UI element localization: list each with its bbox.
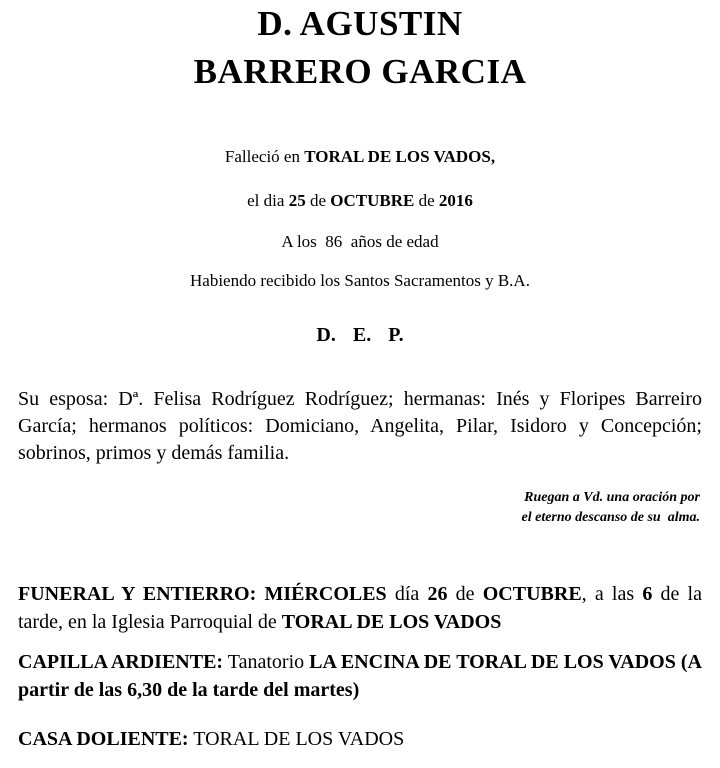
death-of1: de — [309, 191, 326, 210]
death-date-line — [0, 190, 720, 212]
funeral-rest: de la tarde, en la Iglesia Parroquial de — [18, 583, 702, 633]
death-place-prefix: Falleció en — [224, 147, 300, 166]
chapel-label: CAPILLA ARDIENTE: — [18, 651, 224, 673]
funeral-label: FUNERAL Y ENTIERRO: — [18, 583, 257, 605]
home-paragraph — [18, 725, 702, 753]
survivors-paragraph: Su esposa: Dª. Felisa Rodríguez Rodríguez; hermanas: Inés y Floripes Barreiro García; hermanos políticos: Domiciano, Angelita, Pilar, Isidoro y Concepción; sobrinos, primos y demás familia. — [18, 388, 702, 464]
prayer-request — [400, 488, 700, 528]
death-place: TORAL DE LOS VADOS, — [304, 147, 496, 166]
home-label: CASA DOLIENTE: — [18, 728, 189, 750]
funeral-place: TORAL DE LOS VADOS — [281, 611, 502, 633]
funeral-hour: 6 — [642, 583, 653, 605]
chapel-place: LA ENCINA DE TORAL DE LOS VADOS (A partir de las 6,30 de la tarde del martes) — [18, 651, 702, 701]
chapel-prefix: Tanatorio — [223, 651, 310, 673]
funeral-paragraph — [18, 580, 702, 636]
age-line: A los 86 años de edad — [281, 232, 439, 251]
funeral-day-prefix: día — [386, 583, 428, 605]
chapel-paragraph — [18, 648, 702, 704]
prayer-line2: el eterno descanso de su alma. — [521, 510, 700, 525]
death-day-prefix: el dia — [247, 191, 285, 210]
funeral-time-prefix: , a las — [581, 583, 643, 605]
deceased-name-line2: BARRERO GARCIA — [193, 52, 527, 91]
death-place-line — [0, 146, 720, 168]
prayer-line1: Ruegan a Vd. una oración por — [524, 490, 700, 505]
death-month: OCTUBRE — [330, 191, 415, 210]
home-place: TORAL DE LOS VADOS — [188, 728, 405, 750]
funeral-month: OCTUBRE — [482, 583, 582, 605]
funeral-of: de — [447, 583, 483, 605]
dep-heading: D. E. P. — [316, 324, 404, 346]
deceased-name-line1: D. AGUSTIN — [257, 4, 463, 43]
sacraments-line: Habiendo recibido los Santos Sacramentos y B.A. — [190, 271, 530, 290]
death-of2: de — [418, 191, 435, 210]
death-year: 2016 — [438, 191, 473, 210]
funeral-weekday: MIÉRCOLES — [264, 583, 387, 605]
death-day: 25 — [288, 191, 306, 210]
funeral-day: 26 — [427, 583, 448, 605]
